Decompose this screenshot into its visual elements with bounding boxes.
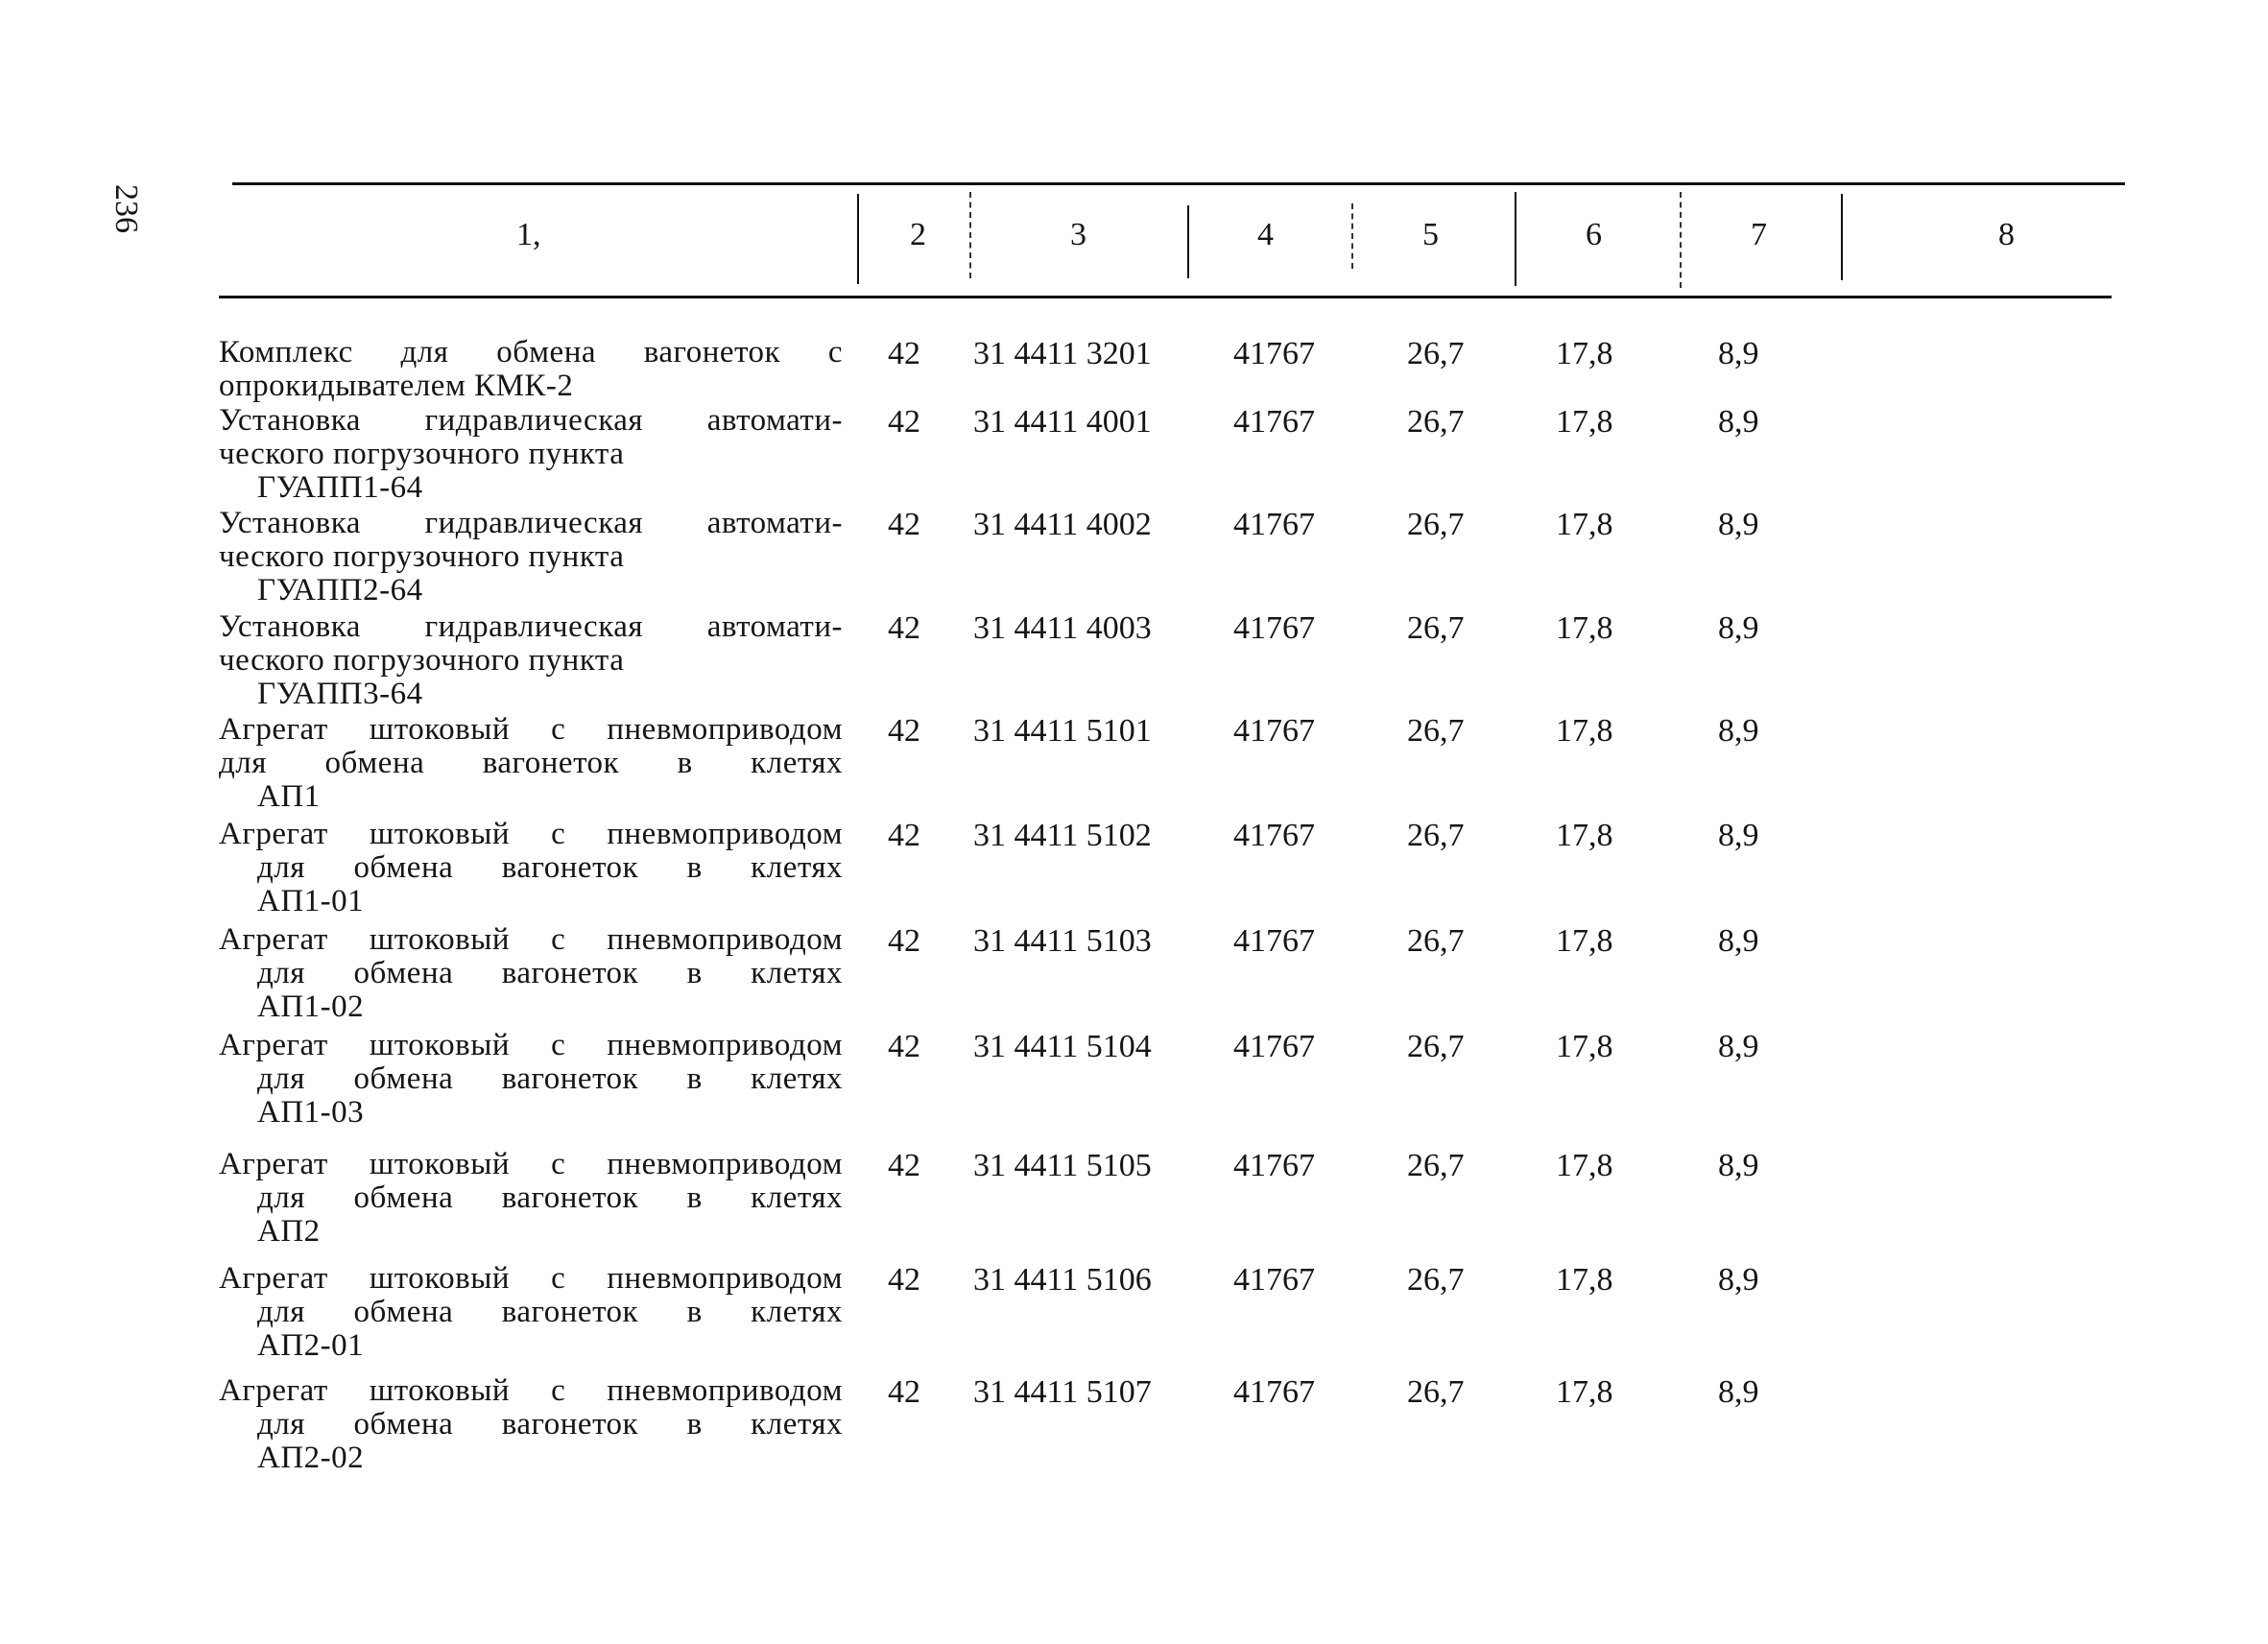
name-line: для обмена вагонеток в клетях (257, 1180, 843, 1215)
cell-col4: 41767 (1233, 507, 1315, 542)
cell-col5: 26,7 (1407, 713, 1465, 749)
name-line: ГУАПП2-64 (257, 573, 423, 608)
name-line: для обмена вагонеток в клетях (257, 1061, 843, 1096)
name-line: для обмена вагонеток в клетях (257, 1407, 843, 1441)
name-line: для обмена вагонеток в клетях (219, 746, 843, 780)
name-line: Агрегат штоковый с пневмоприводом (219, 712, 843, 747)
cell-col4: 41767 (1233, 336, 1315, 371)
header-cell-1: 1, (516, 217, 541, 252)
name-line: для обмена вагонеток в клетях (257, 1295, 843, 1329)
cell-col2: 42 (888, 404, 920, 440)
cell-col4: 41767 (1233, 404, 1315, 440)
header-cell-8: 8 (1998, 217, 2015, 252)
name-line: Установка гидравлическая автомати- (219, 403, 843, 438)
cell-col4: 41767 (1233, 610, 1315, 646)
cell-col6: 17,8 (1556, 713, 1613, 749)
cell-col6: 17,8 (1556, 1148, 1613, 1183)
cell-col6: 17,8 (1556, 507, 1613, 542)
column-divider (857, 194, 859, 284)
name-line: ГУАПП1-64 (257, 470, 423, 505)
header-cell-3: 3 (1070, 217, 1086, 252)
cell-col5: 26,7 (1407, 1374, 1465, 1410)
page-number: 236 (108, 184, 144, 233)
cell-col4: 41767 (1233, 1374, 1315, 1410)
cell-col2: 42 (888, 1148, 920, 1183)
name-line: Комплекс для обмена вагонеток с (219, 335, 843, 369)
cell-col4: 41767 (1233, 818, 1315, 853)
cell-col3: 31 4411 5106 (973, 1262, 1152, 1298)
cell-col2: 42 (888, 1374, 920, 1410)
cell-col5: 26,7 (1407, 1262, 1465, 1298)
cell-col7: 8,9 (1718, 336, 1759, 371)
cell-col7: 8,9 (1718, 1262, 1759, 1298)
column-divider (1187, 205, 1189, 278)
column-divider (1515, 192, 1516, 286)
cell-col5: 26,7 (1407, 1029, 1465, 1064)
cell-col7: 8,9 (1718, 1374, 1759, 1410)
row-name (219, 1374, 843, 1475)
name-line: АП2-01 (257, 1328, 365, 1363)
column-divider (1841, 194, 1843, 280)
cell-col3: 31 4411 5103 (973, 923, 1152, 959)
column-divider (1351, 203, 1353, 269)
row-name (219, 404, 843, 505)
row-name (219, 610, 843, 711)
header-cell-2: 2 (910, 217, 926, 252)
cell-col6: 17,8 (1556, 1029, 1613, 1064)
cell-col7: 8,9 (1718, 713, 1759, 749)
cell-col2: 42 (888, 336, 920, 371)
name-line: Агрегат штоковый с пневмоприводом (219, 1261, 843, 1296)
name-line: Агрегат штоковый с пневмоприводом (219, 1147, 843, 1181)
name-line: Агрегат штоковый с пневмоприводом (219, 1373, 843, 1408)
name-line: ческого погрузочного пункта (219, 539, 625, 574)
cell-col3: 31 4411 3201 (973, 336, 1152, 371)
cell-col6: 17,8 (1556, 818, 1613, 853)
cell-col5: 26,7 (1407, 923, 1465, 959)
cell-col2: 42 (888, 818, 920, 853)
name-line: Агрегат штоковый с пневмоприводом (219, 1028, 843, 1062)
cell-col5: 26,7 (1407, 404, 1465, 440)
cell-col7: 8,9 (1718, 507, 1759, 542)
cell-col6: 17,8 (1556, 336, 1613, 371)
cell-col7: 8,9 (1718, 923, 1759, 959)
cell-col3: 31 4411 4001 (973, 404, 1152, 440)
row-name (219, 1262, 843, 1363)
name-line: Установка гидравлическая автомати- (219, 609, 843, 644)
cell-col6: 17,8 (1556, 923, 1613, 959)
cell-col5: 26,7 (1407, 818, 1465, 853)
cell-col5: 26,7 (1407, 610, 1465, 646)
cell-col4: 41767 (1233, 923, 1315, 959)
name-line: АП1 (257, 779, 321, 814)
cell-col2: 42 (888, 713, 920, 749)
cell-col4: 41767 (1233, 1029, 1315, 1064)
cell-col2: 42 (888, 610, 920, 646)
cell-col4: 41767 (1233, 713, 1315, 749)
name-line: Агрегат штоковый с пневмоприводом (219, 817, 843, 851)
name-line: ческого погрузочного пункта (219, 437, 625, 471)
cell-col2: 42 (888, 923, 920, 959)
name-line: ческого погрузочного пункта (219, 643, 625, 678)
cell-col2: 42 (888, 1262, 920, 1298)
cell-col3: 31 4411 5107 (973, 1374, 1152, 1410)
name-line: АП1-03 (257, 1095, 365, 1130)
column-divider (1680, 192, 1682, 288)
cell-col7: 8,9 (1718, 818, 1759, 853)
cell-col7: 8,9 (1718, 610, 1759, 646)
cell-col6: 17,8 (1556, 1374, 1613, 1410)
table-header-bottom-rule (219, 296, 2112, 298)
cell-col2: 42 (888, 1029, 920, 1064)
header-cell-5: 5 (1422, 217, 1439, 252)
cell-col6: 17,8 (1556, 1262, 1613, 1298)
cell-col3: 31 4411 4002 (973, 507, 1152, 542)
cell-col3: 31 4411 5102 (973, 818, 1152, 853)
row-name (219, 1029, 843, 1130)
cell-col7: 8,9 (1718, 404, 1759, 440)
cell-col5: 26,7 (1407, 507, 1465, 542)
name-line: АП2-02 (257, 1441, 365, 1475)
header-cell-7: 7 (1751, 217, 1767, 252)
row-name (219, 1148, 843, 1249)
name-line: АП1-01 (257, 884, 365, 918)
cell-col5: 26,7 (1407, 1148, 1465, 1183)
name-line: Установка гидравлическая автомати- (219, 506, 843, 540)
row-name (219, 818, 843, 918)
name-line: ГУАПП3-64 (257, 677, 423, 711)
cell-col4: 41767 (1233, 1148, 1315, 1183)
header-cell-4: 4 (1257, 217, 1274, 252)
cell-col5: 26,7 (1407, 336, 1465, 371)
name-line: опрокидывателем КМК-2 (219, 369, 574, 403)
row-name (219, 336, 843, 403)
cell-col3: 31 4411 5101 (973, 713, 1152, 749)
cell-col4: 41767 (1233, 1262, 1315, 1298)
table-top-rule (232, 182, 2125, 185)
cell-col7: 8,9 (1718, 1148, 1759, 1183)
column-divider (969, 192, 971, 278)
name-line: для обмена вагонеток в клетях (257, 956, 843, 990)
cell-col2: 42 (888, 507, 920, 542)
name-line: АП1-02 (257, 989, 365, 1024)
cell-col3: 31 4411 5105 (973, 1148, 1152, 1183)
row-name (219, 713, 843, 814)
cell-col7: 8,9 (1718, 1029, 1759, 1064)
cell-col6: 17,8 (1556, 610, 1613, 646)
name-line: Агрегат штоковый с пневмоприводом (219, 922, 843, 957)
name-line: для обмена вагонеток в клетях (257, 850, 843, 885)
name-line: АП2 (257, 1214, 321, 1249)
cell-col6: 17,8 (1556, 404, 1613, 440)
cell-col3: 31 4411 4003 (973, 610, 1152, 646)
header-cell-6: 6 (1586, 217, 1602, 252)
row-name (219, 507, 843, 608)
row-name (219, 923, 843, 1024)
cell-col3: 31 4411 5104 (973, 1029, 1152, 1064)
